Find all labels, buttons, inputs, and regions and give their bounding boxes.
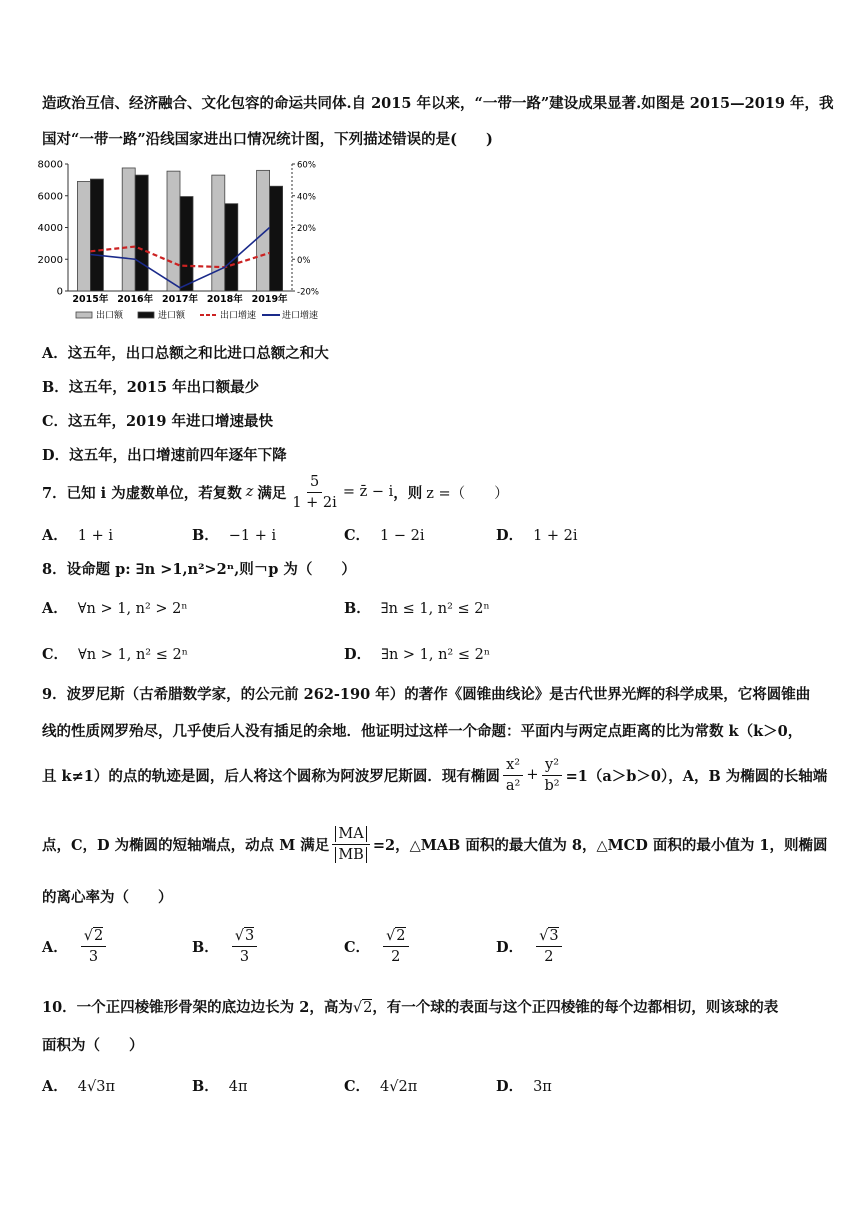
q7-frac-num: 5: [307, 472, 322, 493]
q7-option-d[interactable]: [496, 524, 578, 545]
q6-option-a[interactable]: [42, 342, 329, 363]
q7-fraction: [289, 472, 339, 513]
legend-label: 进口额: [158, 311, 186, 321]
option-letter: C．: [344, 527, 371, 544]
q9-line3-b: =1（a＞b＞0），A，B 为椭圆的长轴端: [565, 767, 828, 785]
q10-line1-a: 10．一个正四棱锥形骨架的底边边长为 2，高为: [42, 999, 353, 1016]
q9-option-d[interactable]: [496, 926, 565, 967]
q10-stem-line1: [42, 996, 778, 1017]
q9-line4-b: =2，△MAB 面积的最大值为 8，△MCD 面积的最小值为 1，则椭圆: [372, 836, 828, 854]
legend-label: 出口额: [96, 311, 124, 321]
q9-line3-a: 且 k≠1）的点的轨迹是圆，后人将这个圆称为阿波罗尼斯圆．现有椭圆: [42, 767, 500, 785]
q7-var-z: z: [245, 484, 254, 500]
import-bar: [135, 175, 148, 291]
frac-den: 2: [544, 949, 554, 965]
q7-mid: 满足: [257, 484, 287, 502]
left-tick-label: 4000: [37, 223, 63, 234]
ellipse-y-den: b²: [544, 777, 560, 794]
option-letter: A．: [42, 1078, 68, 1095]
option-letter: C．: [42, 413, 69, 430]
option-text: 4√2π: [380, 1079, 418, 1095]
frac-num: √3: [536, 926, 561, 947]
right-tick-label: 40%: [297, 192, 316, 203]
option-letter: B．: [192, 939, 219, 956]
q10-stem-line2: 面积为（ ）: [42, 1037, 144, 1054]
sqrt-radicand: 3: [245, 928, 255, 944]
q9-stem-line4: [42, 818, 827, 870]
q7-frac-den: 1 + 2i: [292, 494, 337, 511]
option-letter: A．: [42, 527, 68, 544]
left-tick-label: 6000: [37, 191, 63, 203]
q7-option-c[interactable]: [344, 524, 425, 545]
sqrt-radicand: 3: [549, 928, 559, 944]
q7-prefix: 7．已知 i 为虚数单位，若复数: [42, 484, 242, 502]
legend-label: 进口增速: [282, 311, 319, 321]
ellipse-x-term: [503, 755, 523, 796]
option-fraction: [232, 926, 257, 967]
q10-sqrt: √2: [352, 1000, 373, 1016]
sqrt-radicand: 2: [363, 1000, 373, 1016]
q8-option-d[interactable]: [344, 643, 490, 664]
legend-swatch: [138, 312, 154, 318]
q9-stem-line1: 9．波罗尼斯（古希腊数学家，的公元前 262-190 年）的著作《圆锥曲线论》是古代世界光辉的科学成果，它将圆锥曲: [42, 686, 811, 703]
option-letter: C．: [42, 646, 69, 663]
category-label: 2019年: [251, 294, 288, 305]
q10-option-c[interactable]: [344, 1075, 417, 1096]
option-letter: A．: [42, 600, 68, 617]
q7-suffix: ，则: [393, 484, 423, 502]
q9-line4-a: 点，C，D 为椭圆的短轴端点，动点 M 满足: [42, 836, 330, 854]
option-text: 4√3π: [77, 1079, 115, 1095]
option-letter: A．: [42, 939, 68, 956]
option-text: 1 + 2i: [533, 528, 578, 544]
option-text: ∃n ≤ 1, n² ≤ 2ⁿ: [380, 601, 490, 617]
frac-num: √2: [81, 926, 106, 947]
ratio-den-abs: MB: [335, 847, 367, 863]
q6-option-b[interactable]: [42, 376, 259, 397]
q9-stem-line3: [42, 752, 827, 798]
category-label: 2015年: [72, 294, 109, 305]
q8-option-b[interactable]: [344, 597, 490, 618]
q7-answer: z =（ ）: [426, 485, 509, 502]
ellipse-x-num: x²: [503, 755, 523, 776]
q7-option-a[interactable]: [42, 524, 113, 545]
q10-line1-b: ，有一个球的表面与这个正四棱锥的每个边都相切，则该球的表: [372, 999, 779, 1016]
option-text: 1 + i: [77, 528, 113, 544]
frac-num: √2: [383, 926, 408, 947]
q9-option-a[interactable]: [42, 926, 109, 967]
import-bar: [90, 179, 103, 291]
option-text: ∀n > 1, n² ≤ 2ⁿ: [78, 647, 188, 663]
import-bar: [225, 204, 238, 291]
left-tick-label: 2000: [37, 254, 63, 266]
export-bar: [122, 168, 135, 291]
option-letter: B．: [344, 600, 371, 617]
q9-option-c[interactable]: [344, 926, 412, 967]
q6-option-c[interactable]: [42, 410, 273, 431]
right-tick-label: -20%: [297, 287, 319, 298]
q6-stem-line2: 国对“一带一路”沿线国家进出口情况统计图，下列描述错误的是( ): [42, 131, 493, 148]
legend-swatch: [76, 312, 92, 318]
sqrt-radicand: 2: [396, 928, 406, 944]
q9-stem-line2: 线的性质网罗殆尽，几乎使后人没有插足的余地．他证明过这样一个命题：平面内与两定点距离的比为常数 k（k＞0，: [42, 723, 803, 740]
option-text: 这五年，2019 年进口增速最快: [68, 413, 273, 430]
q9-option-b[interactable]: [192, 926, 260, 967]
frac-num: √3: [232, 926, 257, 947]
left-tick-label: 8000: [37, 159, 63, 171]
right-tick-label: 60%: [297, 160, 316, 171]
category-label: 2017年: [162, 294, 198, 305]
option-fraction: [536, 926, 561, 967]
q10-option-b[interactable]: [192, 1075, 248, 1096]
import-export-chart: [30, 155, 330, 330]
ratio-num-abs: MA: [335, 826, 366, 842]
category-label: 2016年: [117, 294, 154, 305]
option-text: ∀n > 1, n² > 2ⁿ: [77, 601, 188, 617]
frac-den: 3: [88, 949, 99, 965]
option-letter: A．: [42, 345, 68, 362]
import-bar: [180, 197, 193, 291]
export-bar: [257, 170, 270, 291]
export-bar: [77, 181, 90, 291]
ellipse-y-term: [541, 755, 562, 796]
export-bar: [167, 171, 180, 291]
option-letter: B．: [192, 1078, 219, 1095]
option-fraction: [81, 926, 106, 967]
option-letter: D．: [496, 527, 524, 544]
q8-option-a[interactable]: [42, 597, 188, 618]
option-letter: C．: [344, 1078, 371, 1095]
option-text: ∃n > 1, n² ≤ 2ⁿ: [381, 647, 491, 663]
frac-den: 3: [239, 949, 250, 965]
q10-option-d[interactable]: [496, 1075, 552, 1096]
q9-stem-line5: 的离心率为（ ）: [42, 889, 173, 906]
ratio-num: [332, 824, 369, 845]
option-text: 这五年，出口增速前四年逐年下降: [69, 447, 287, 464]
q7-stem: [42, 470, 509, 514]
option-text: 这五年，2015 年出口额最少: [68, 379, 260, 396]
right-tick-label: 0%: [297, 255, 311, 266]
ellipse-y-num: y²: [542, 755, 562, 776]
sqrt-radicand: 2: [94, 928, 104, 944]
option-letter: B．: [42, 379, 69, 396]
distance-ratio: [332, 824, 370, 865]
option-text: 4π: [228, 1079, 248, 1095]
option-letter: B．: [192, 527, 219, 544]
ellipse-plus: +: [526, 767, 539, 783]
option-letter: D．: [496, 1078, 524, 1095]
ellipse-x-den: a²: [505, 777, 521, 794]
left-tick-label: 0: [56, 286, 63, 298]
option-letter: C．: [344, 939, 371, 956]
option-text: −1 + i: [228, 528, 277, 544]
export-bar: [212, 175, 225, 291]
ratio-den: [332, 845, 370, 865]
right-tick-label: 20%: [297, 224, 316, 234]
q6-option-d[interactable]: [42, 444, 287, 465]
import-bar: [270, 186, 283, 291]
option-letter: D．: [496, 939, 524, 956]
option-letter: D．: [42, 447, 70, 464]
q8-option-c[interactable]: [42, 643, 188, 664]
frac-den: 2: [391, 949, 401, 965]
option-fraction: [383, 926, 408, 967]
option-text: 3π: [533, 1079, 552, 1095]
legend-label: 出口增速: [220, 311, 257, 321]
q7-equation: = z̄ − i: [342, 484, 394, 500]
q7-option-b[interactable]: [192, 524, 276, 545]
q8-stem: 8．设命题 p: ∃n >1,n²>2ⁿ,则￢p 为（ ）: [42, 561, 356, 578]
q6-stem-line1: 造政治互信、经济融合、文化包容的命运共同体.自 2015 年以来，“一带一路”建设成果显著.如图是 2015—2019 年，我: [42, 95, 834, 112]
q10-option-a[interactable]: [42, 1075, 115, 1096]
option-text: 1 − 2i: [380, 528, 425, 544]
option-text: 这五年，出口总额之和比进口总额之和大: [67, 345, 329, 362]
category-label: 2018年: [206, 294, 243, 305]
option-letter: D．: [344, 646, 372, 663]
